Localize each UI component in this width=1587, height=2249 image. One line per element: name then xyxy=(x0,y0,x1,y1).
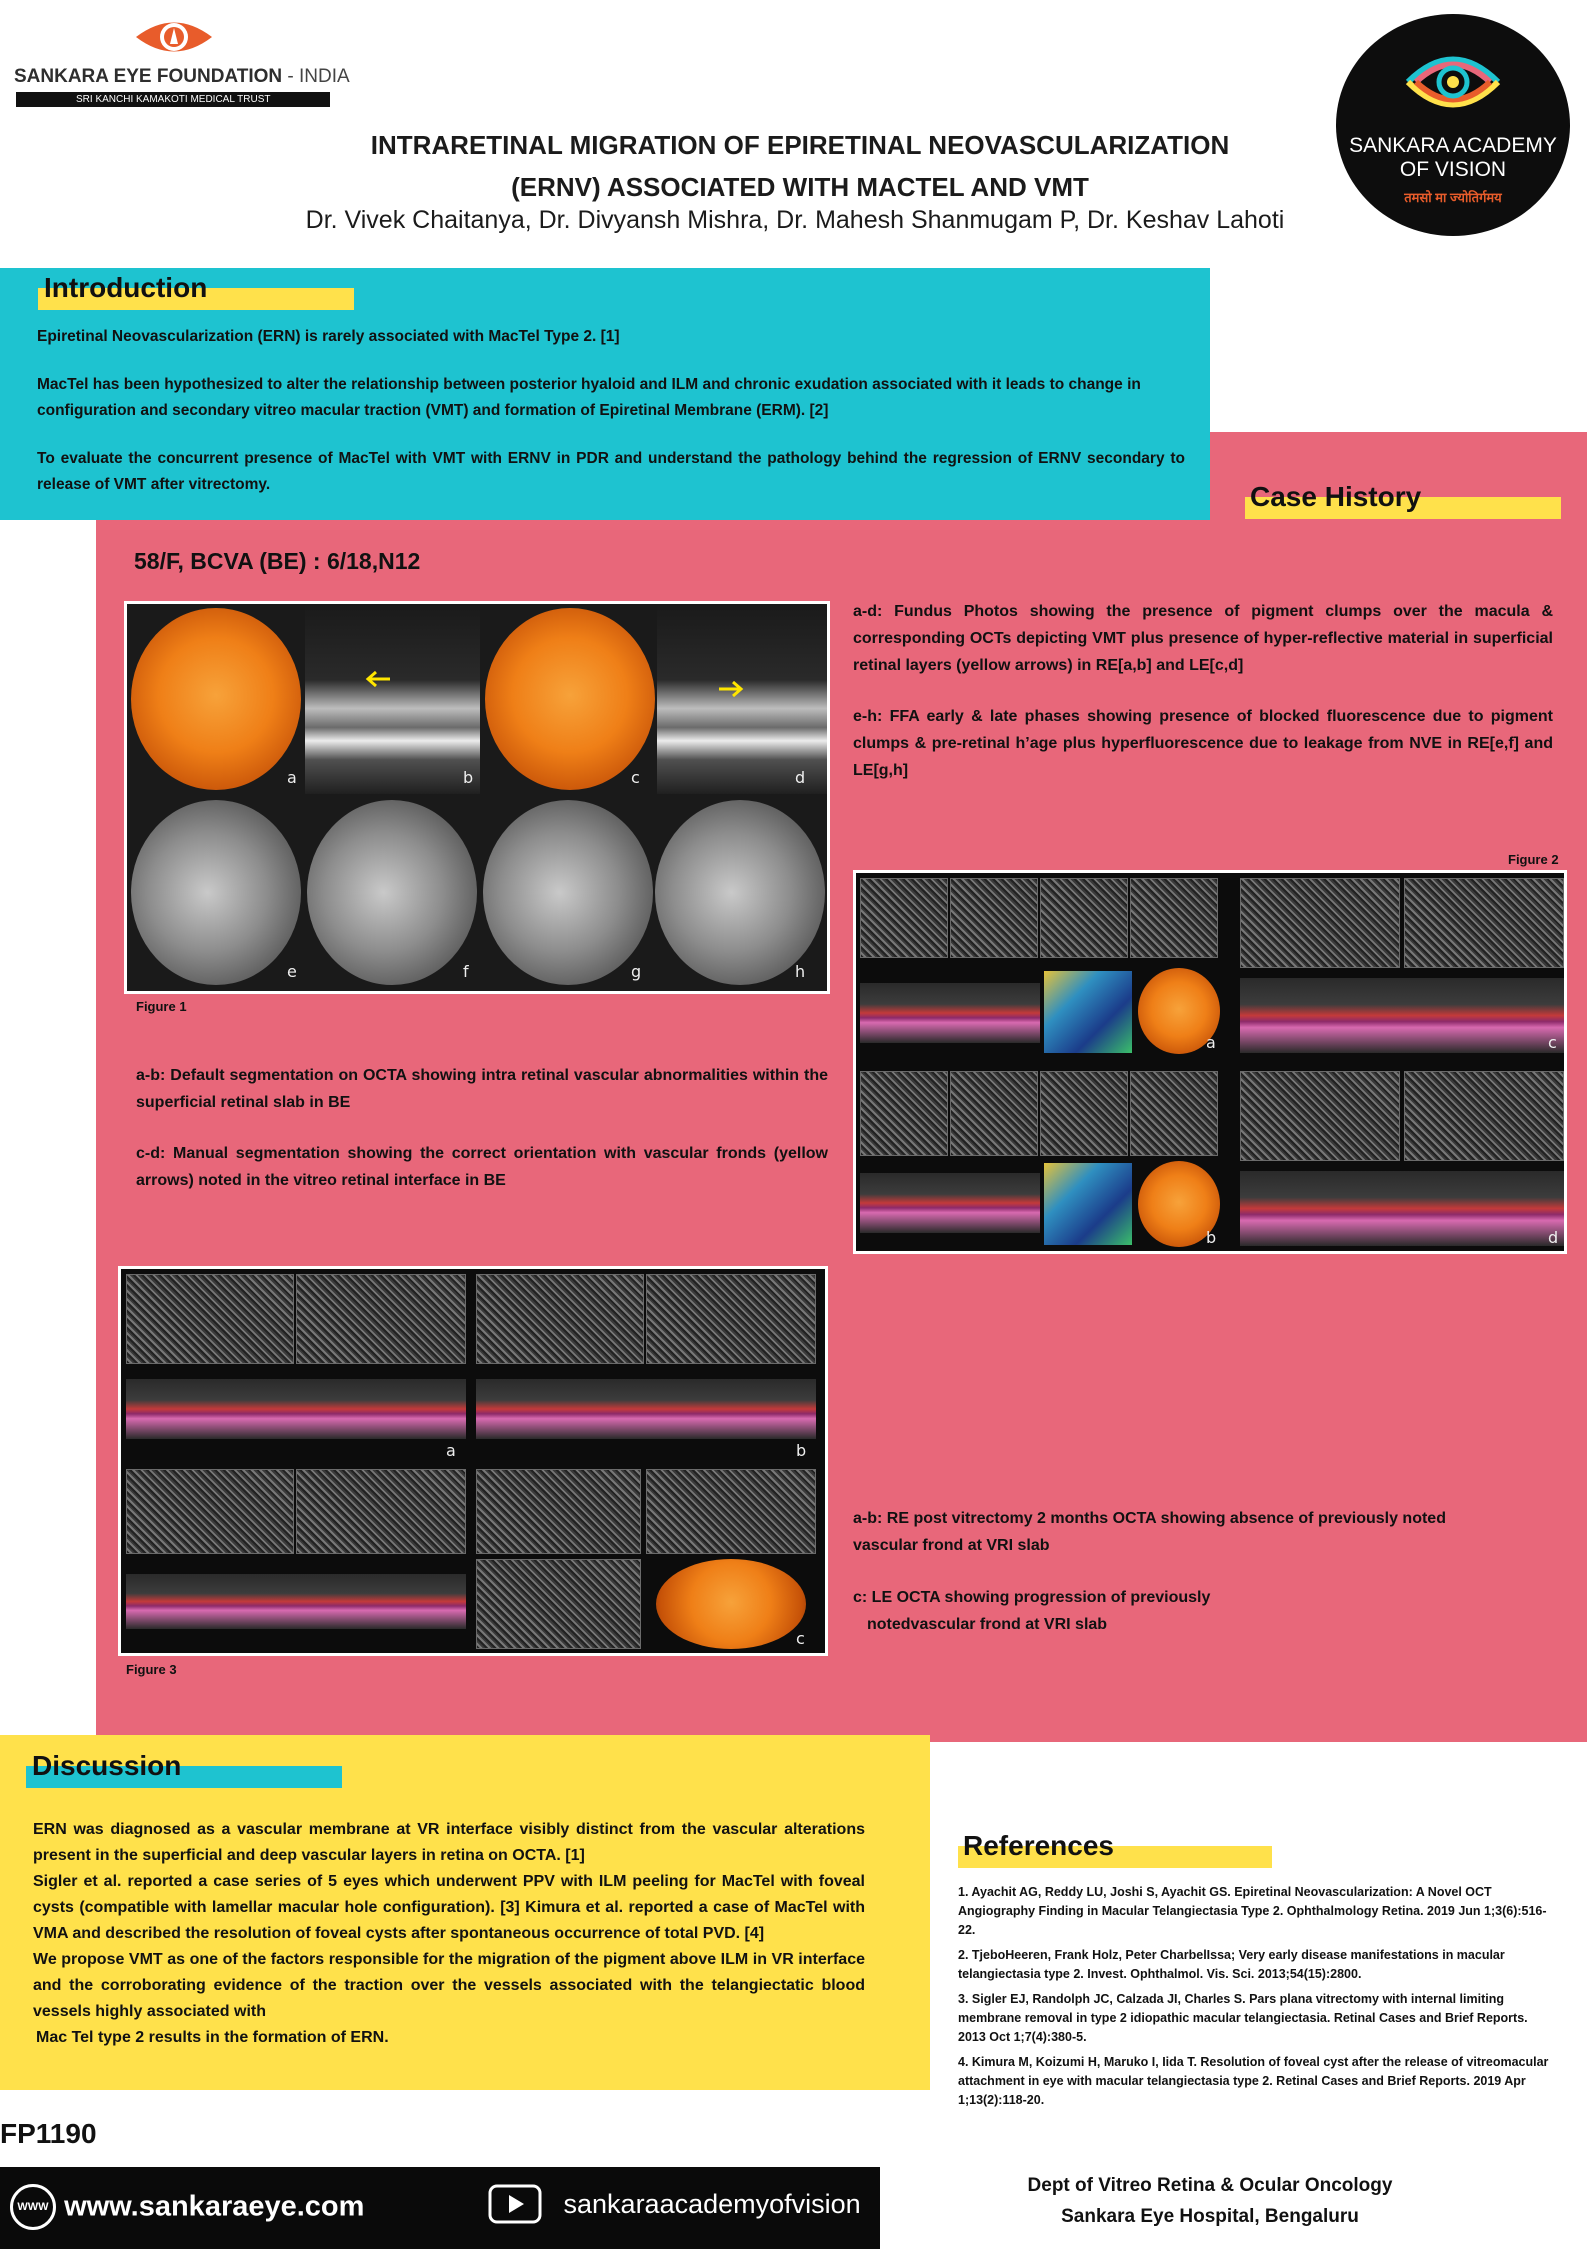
org-trust: SRI KANCHI KAMAKOTI MEDICAL TRUST xyxy=(16,92,330,107)
intro-paragraph: MacTel has been hypothesized to alter the relationship between posterior hyaloid and ILM and chronic exudation associated with it leads to change in configuration and secondary vitreo macular traction (VMT) and formation of Epiretinal Membrane (ERM). [2] xyxy=(37,376,1141,419)
panel-letter: b xyxy=(463,768,474,787)
ffa-late-le xyxy=(655,800,825,985)
patient-summary: 58/F, BCVA (BE) : 6/18,N12 xyxy=(134,548,421,574)
poster-code: FP1190 xyxy=(0,2118,97,2149)
octa-slab xyxy=(126,1274,294,1364)
figure-1-label: Figure 1 xyxy=(136,999,187,1014)
academy-eye-icon xyxy=(1398,32,1508,132)
octa-slab xyxy=(1404,1071,1564,1161)
reference-item: 2. TjeboHeeren, Frank Holz, Peter CharbelIssa; Very early disease manifestations in macular telangiectasia type 2. Invest. Ophthalmol. Vis. Sci. 2013;54(15):2800. xyxy=(958,1948,1505,1981)
caption-fig1-eh: e-h: FFA early & late phases showing presence of blocked fluorescence due to pigment clumps & pre-retinal h’age plus hyperfluorescence due to leakage from NVE in RE[e,f] and LE[g,h] xyxy=(853,708,1553,779)
oct-scan-le xyxy=(657,604,827,794)
caption-fig2-ab: a-b: Default segmentation on OCTA showing intra retinal vascular abnormalities within the superficial retinal slab in BE xyxy=(136,1067,828,1111)
octa-color-map xyxy=(1044,971,1132,1053)
panel-letter: f xyxy=(463,962,469,981)
ffa-early-le xyxy=(483,800,653,985)
oct-scan-re xyxy=(305,604,480,794)
sankara-academy-logo xyxy=(1336,14,1570,236)
octa-slab xyxy=(1130,878,1218,958)
oct-bscan xyxy=(476,1379,816,1439)
sankara-eye-foundation-logo xyxy=(14,14,350,109)
youtube-link[interactable]: sankaraacademyofvision xyxy=(488,2184,861,2224)
octa-slab xyxy=(1240,1071,1400,1161)
youtube-play-icon xyxy=(488,2184,542,2224)
introduction-heading: Introduction xyxy=(44,272,208,303)
ffa-late-re xyxy=(307,800,477,985)
department-info: Dept of Vitreo Retina & Ocular Oncology Sankara Eye Hospital, Bengaluru xyxy=(1027,2175,1393,2227)
discussion-panel xyxy=(0,1735,930,2090)
panel-letter: h xyxy=(795,962,806,981)
poster-title: INTRARETINAL MIGRATION OF EPIRETINAL NEOVASCULARIZATION (ERNV) ASSOCIATED WITH MACTEL AND VMT xyxy=(370,130,1230,202)
intro-paragraph: To evaluate the concurrent presence of MacTel with VMT with ERNV in PDR and understand the pathology behind the regression of ERNV secondary to release of VMT after vitrectomy. xyxy=(37,450,1185,493)
panel-letter: g xyxy=(631,962,642,981)
panel-letter: b xyxy=(796,1441,807,1460)
ffa-early-re xyxy=(131,800,301,985)
panel-letter: d xyxy=(795,768,806,787)
octa-slab xyxy=(1040,1071,1128,1156)
panel-letter: e xyxy=(287,962,297,981)
octa-slab xyxy=(1404,878,1564,968)
octa-slab xyxy=(296,1469,466,1554)
figure-2-image xyxy=(853,870,1567,1254)
panel-letter: b xyxy=(1206,1228,1217,1247)
octa-slab xyxy=(1130,1071,1218,1156)
fundus-thumbnail xyxy=(656,1559,806,1649)
discussion-text: ERN was diagnosed as a vascular membrane at VR interface visibly distinct from the vascular alterations present in the superficial and deep vascular layers in retina on OCTA. [1] Sigler et al. reported a case series of 5 eyes which underwent PPV with ILM peeling for MacTel with foveal cysts (compatible with lamellar macular hole configuration). [3] Kimura et al. reported a case of MacTel with VMA and described the resolution of foveal cysts after spontaneous occurrence of total PVD. [4] We propose VMT as one of the factors responsible for the migration of the pigment above ILM in VR interface and the corroborating evidence of the traction over the vessels associated with the telangiectatic blood vessels highly associated with Mac Tel type 2 results in the formation of ERN. xyxy=(33,1821,865,2046)
authors: Dr. Vivek Chaitanya, Dr. Divyansh Mishra, Dr. Mahesh Shanmugam P, Dr. Keshav Lahoti xyxy=(305,206,1285,234)
org-name: SANKARA EYE FOUNDATION - INDIA xyxy=(14,66,350,87)
reference-item: 4. Kimura M, Koizumi H, Maruko I, Iida T. Resolution of foveal cyst after the release of vitreomacular attachment in eye with macular telangiectasia type 2. Retinal Cases and Brief Reports. 2019 Apr 1;13(2):118-20. xyxy=(958,2055,1549,2107)
panel-letter: a xyxy=(446,1441,456,1460)
oct-bscan xyxy=(860,1173,1040,1233)
fundus-photo-le xyxy=(485,608,655,790)
oct-bscan xyxy=(1240,1171,1564,1246)
introduction-panel xyxy=(0,268,1210,520)
reference-item: 3. Sigler EJ, Randolph JC, Calzada JI, Charles S. Pars plana vitrectomy with internal limiting membrane removal in type 2 idiopathic macular telangiectasia. Retinal Cases and Brief Reports. 2013 Oct 1;7(4):380-5. xyxy=(958,1992,1528,2044)
caption-fig3-ab: a-b: RE post vitrectomy 2 months OCTA showing absence of previously noted vascular frond at VRI slab xyxy=(853,1510,1446,1554)
octa-slab xyxy=(296,1274,466,1364)
panel-letter: a xyxy=(287,768,297,787)
panel-letter: c xyxy=(631,768,640,787)
oct-bscan xyxy=(860,983,1040,1043)
case-history-heading: Case History xyxy=(1250,481,1422,512)
panel-letter: c xyxy=(1548,1033,1557,1052)
octa-slab xyxy=(126,1469,294,1554)
oct-bscan xyxy=(1240,978,1564,1053)
yellow-arrow-icon xyxy=(717,679,747,699)
oct-bscan xyxy=(126,1574,466,1629)
fundus-photo-re xyxy=(131,608,301,790)
panel-letter: d xyxy=(1548,1228,1559,1247)
figure-3-image xyxy=(118,1266,828,1656)
discussion-heading: Discussion xyxy=(32,1750,182,1781)
octa-slab xyxy=(646,1274,816,1364)
octa-slab xyxy=(476,1559,641,1649)
caption-fig3-c: c: LE OCTA showing progression of previously notedvascular frond at VRI slab xyxy=(853,1589,1211,1633)
yellow-arrow-icon xyxy=(362,669,392,689)
octa-slab xyxy=(476,1469,641,1554)
academy-tagline: तमसो मा ज्योतिर्गमय xyxy=(1404,190,1502,205)
octa-slab xyxy=(1240,878,1400,968)
introduction-text xyxy=(37,324,1185,520)
figure-2-label: Figure 2 xyxy=(1508,852,1559,867)
globe-icon: WWW xyxy=(10,2184,56,2230)
caption-fig2-cd: c-d: Manual segmentation showing the correct orientation with vascular fronds (yellow arrows) noted in the vitreo retinal interface in BE xyxy=(136,1145,828,1189)
oct-bscan xyxy=(126,1379,466,1439)
figure-1-image xyxy=(124,601,830,994)
figure-3-label: Figure 3 xyxy=(126,1662,177,1677)
caption-fig1-ad: a-d: Fundus Photos showing the presence of pigment clumps over the macula & corresponding OCTs depicting VMT plus presence of hyper-reflective material in superficial retinal layers (yellow arrows) in RE[a,b] and LE[c,d] xyxy=(853,603,1553,674)
octa-slab xyxy=(950,1071,1038,1156)
octa-slab xyxy=(1040,878,1128,958)
octa-color-map xyxy=(1044,1163,1132,1245)
reference-item: 1. Ayachit AG, Reddy LU, Joshi S, Ayachit GS. Epiretinal Neovascularization: A Novel OCT Angiography Finding in Macular Telangiectasia Type 2. Ophthalmology Retina. 2019 Jun 1;3(6):516-22. xyxy=(958,1885,1547,1937)
panel-letter: a xyxy=(1206,1033,1216,1052)
intro-paragraph: Epiretinal Neovascularization (ERN) is rarely associated with MacTel Type 2. [1] xyxy=(37,328,620,345)
octa-slab xyxy=(646,1469,816,1554)
octa-slab xyxy=(860,1071,948,1156)
panel-letter: c xyxy=(796,1629,805,1648)
octa-slab xyxy=(476,1274,644,1364)
references-heading: References xyxy=(963,1830,1114,1861)
references-list xyxy=(958,1883,1558,2116)
octa-slab xyxy=(860,878,948,958)
octa-slab xyxy=(950,878,1038,958)
academy-name: SANKARA ACADEMY OF VISION xyxy=(1349,134,1557,181)
website-link[interactable]: WWW www.sankaraeye.com xyxy=(10,2184,364,2230)
eye-emblem-icon xyxy=(134,14,214,60)
